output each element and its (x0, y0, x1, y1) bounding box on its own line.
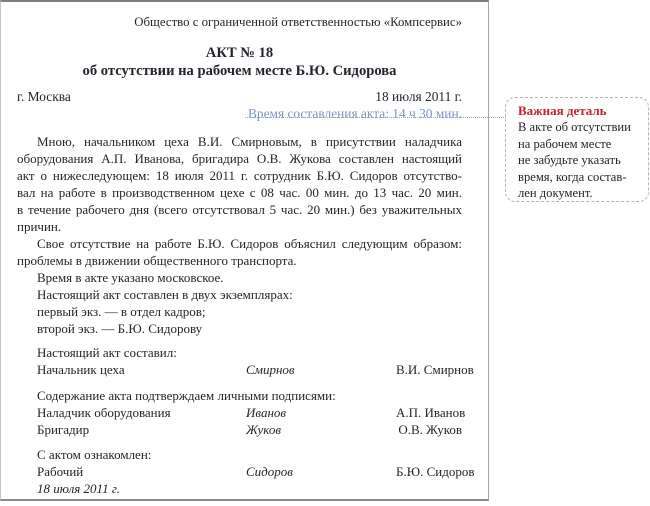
dotted-connector-line (245, 117, 506, 118)
text-line: В акте об отсутствии (518, 120, 631, 135)
section-heading-confirmed-by: Содержание акта подтверждаем личными подписями: (37, 388, 336, 403)
paragraph-copies: Настоящий акт составлен в двух экземплярах: (37, 287, 293, 302)
text-line: Мною, начальником цеха В.И. Смирновым, в присутствии наладчика (37, 134, 462, 149)
text-line: время, когда состав- (518, 169, 627, 184)
signature-autograph: Смирнов (246, 362, 295, 377)
signature-autograph: Сидоров (246, 464, 293, 479)
act-title: АКТ № 18 (205, 45, 274, 61)
text-line: акт о нижеследующем: 18 июля 2011 г. сотрудник Б.Ю. Сидоров отсутство- (17, 168, 462, 183)
callout-body (518, 119, 642, 201)
section-heading-composed-by: Настоящий акт составил: (37, 345, 177, 360)
callout-title: Важная деталь (518, 103, 607, 118)
act-subtitle: об отсутствии на рабочем месте Б.Ю. Сидорова (82, 63, 397, 79)
signature-row (17, 421, 462, 438)
paragraph-copy-2: второй экз. — Б.Ю. Сидорову (37, 321, 203, 336)
signer-name: В.И. Смирнов (396, 362, 474, 377)
city-date-row (17, 88, 462, 105)
text-line: проблемы в движении общественного транспорта. (17, 253, 297, 268)
signer-role: Бригадир (37, 422, 90, 437)
paragraph-explanation (17, 235, 462, 269)
time-note: Время составления акта: 14 ч 30 мин. (247, 106, 462, 121)
section-heading-acquainted: С актом ознакомлен: (37, 447, 152, 462)
signature-row (17, 463, 475, 480)
text-line: оборудования А.П. Иванова, бригадира О.В. Жукова составлен настоящий (17, 151, 462, 166)
text-line: Свое отсутствие на работе Б.Ю. Сидоров объяснил следующим образом: (37, 236, 462, 251)
signature-autograph: Иванов (246, 405, 287, 420)
signature-autograph: Жуков (246, 422, 282, 437)
signer-name: А.П. Иванов (396, 405, 466, 420)
paragraph-copy-1: первый экз. — в отдел кадров; (37, 304, 206, 319)
signature-row (17, 404, 466, 421)
text-line: в течение рабочего дня (всего отсутствовал 5 час. 20 мин.) без уважительных (17, 202, 462, 217)
text-line: лен документ. (518, 186, 593, 201)
signer-name: Б.Ю. Сидоров (396, 464, 475, 479)
org-name: Общество с ограниченной ответственностью «Компсервис» (134, 15, 462, 29)
text-line: вал на работе в производственном цехе с 08 час. 00 мин. до 13 час. 20 мин. (17, 185, 462, 200)
text-line: на рабочем месте (518, 136, 612, 151)
paragraph-main (17, 133, 462, 235)
city-label: г. Москва (17, 89, 71, 104)
signature-row (17, 361, 474, 378)
signer-role: Рабочий (37, 464, 84, 479)
text-line: причин. (17, 219, 62, 234)
date-label: 18 июля 2011 г. (375, 89, 462, 104)
callout-note (505, 97, 649, 202)
signer-name: О.В. Жуков (398, 422, 462, 437)
acquainted-date: 18 июля 2011 г. (37, 481, 120, 496)
signer-role: Наладчик оборудования (37, 405, 171, 420)
text-line: не забудьте указать (518, 153, 621, 168)
signer-role: Начальник цеха (37, 362, 125, 377)
paragraph-time-moscow: Время в акте указано московское. (37, 270, 224, 285)
